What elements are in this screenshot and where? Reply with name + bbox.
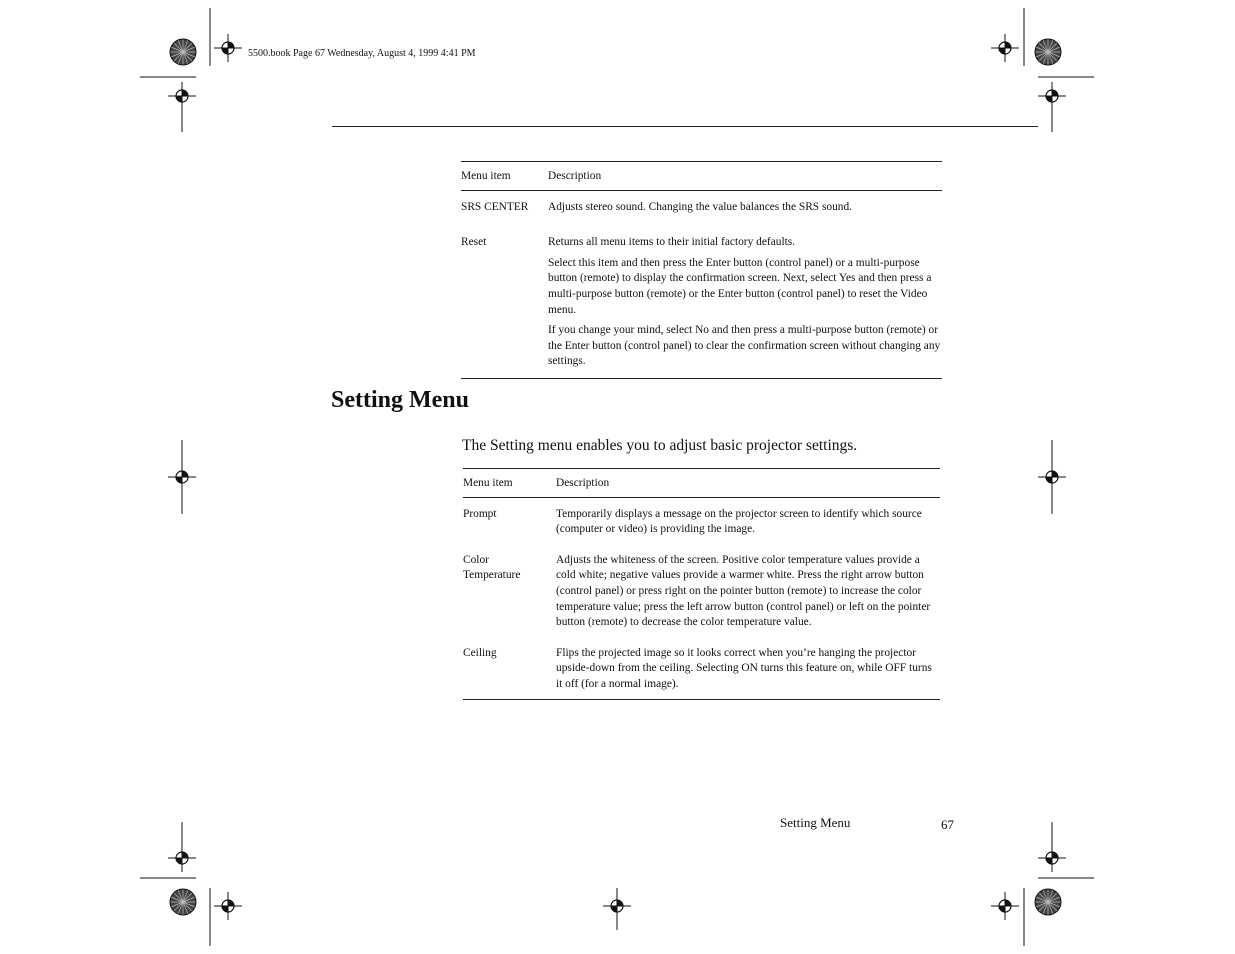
description-cell	[548, 190, 942, 220]
description-text: If you change your mind, select No and then press a multi-purpose button (remote) or the Enter button (control panel) to clear the confirmation screen without changing any settings.	[548, 324, 941, 368]
table-header-row	[461, 162, 942, 191]
description-cell: Temporarily displays a message on the projector screen to identify which source (computer or video) is providing the image.	[556, 507, 922, 536]
description-cell: Flips the projected image so it looks correct when you’re hanging the projector upside-down from the ceiling. Selecting ON turns this feature on, while OFF turns it off (for a normal image).	[556, 631, 940, 699]
table-row	[461, 190, 942, 220]
setting-menu-table	[463, 468, 940, 700]
table-row	[461, 220, 942, 378]
video-menu-table	[461, 161, 942, 379]
table-row	[463, 538, 940, 631]
description-cell: Adjusts the whiteness of the screen. Positive color temperature values provide a cold white; negative values provide a warmer white. Press the right arrow button (control panel) or press right on the pointer button (remote) to increase the color temperature value; press the left arrow button (control panel) or left on the pointer button (remote) to decrease the color temperature value.	[556, 553, 931, 629]
menu-item-color-temperature: Color Temperature	[463, 553, 521, 582]
section-intro: The Setting menu enables you to adjust basic projector settings.	[462, 437, 858, 454]
column-header-description: Description	[548, 162, 942, 191]
menu-item-srs-center: SRS CENTER	[461, 200, 529, 213]
description-text: Select this item and then press the Enter button (control panel) or a multi-purpose button (remote) to display the confirmation screen. Next, select Yes and then press a multi-purpose button (remote) or the Enter button (control panel) to reset the Video menu.	[548, 256, 932, 316]
menu-item-prompt: Prompt	[463, 507, 497, 520]
page-number: 67	[941, 817, 954, 832]
description-text: Adjusts stereo sound. Changing the value balances the SRS sound.	[548, 200, 853, 213]
description-cell	[548, 220, 942, 378]
menu-item-reset: Reset	[461, 220, 548, 378]
column-header-description: Description	[556, 469, 940, 498]
section-heading: Setting Menu	[331, 387, 469, 413]
column-header-menu-item: Menu item	[461, 162, 548, 191]
menu-item-ceiling: Ceiling	[463, 631, 556, 699]
print-file-info: 5500.book Page 67 Wednesday, August 4, 1999 4:41 PM	[248, 48, 476, 59]
column-header-menu-item: Menu item	[463, 469, 556, 498]
description-text: Returns all menu items to their initial factory defaults.	[548, 236, 796, 249]
table-row	[463, 497, 940, 538]
table-row	[463, 631, 940, 699]
footer-section-title: Setting Menu	[780, 815, 851, 830]
table-header-row	[463, 469, 940, 498]
header-rule	[332, 126, 1038, 127]
